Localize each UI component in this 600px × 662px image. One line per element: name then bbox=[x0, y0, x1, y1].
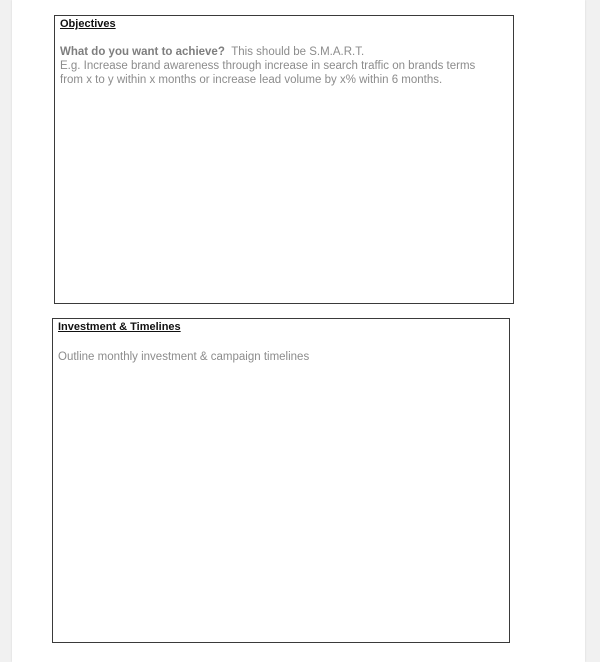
investment-box[interactable] bbox=[52, 318, 510, 643]
objectives-question: What do you want to achieve? bbox=[60, 46, 225, 58]
objectives-example-line-1: E.g. Increase brand awareness through increase in search traffic on brands terms bbox=[60, 60, 476, 72]
document-page bbox=[12, 0, 585, 662]
objectives-example-line-2: from x to y within x months or increase lead volume by x% within 6 months. bbox=[60, 74, 443, 86]
objectives-box[interactable] bbox=[54, 15, 514, 304]
investment-title: Investment & Timelines bbox=[58, 321, 181, 333]
objectives-smart-note: This should be S.M.A.R.T. bbox=[231, 46, 365, 58]
investment-description: Outline monthly investment & campaign timelines bbox=[58, 351, 310, 363]
objectives-title: Objectives bbox=[60, 18, 116, 30]
objectives-question-line bbox=[60, 45, 475, 59]
objectives-prompt bbox=[60, 45, 475, 87]
